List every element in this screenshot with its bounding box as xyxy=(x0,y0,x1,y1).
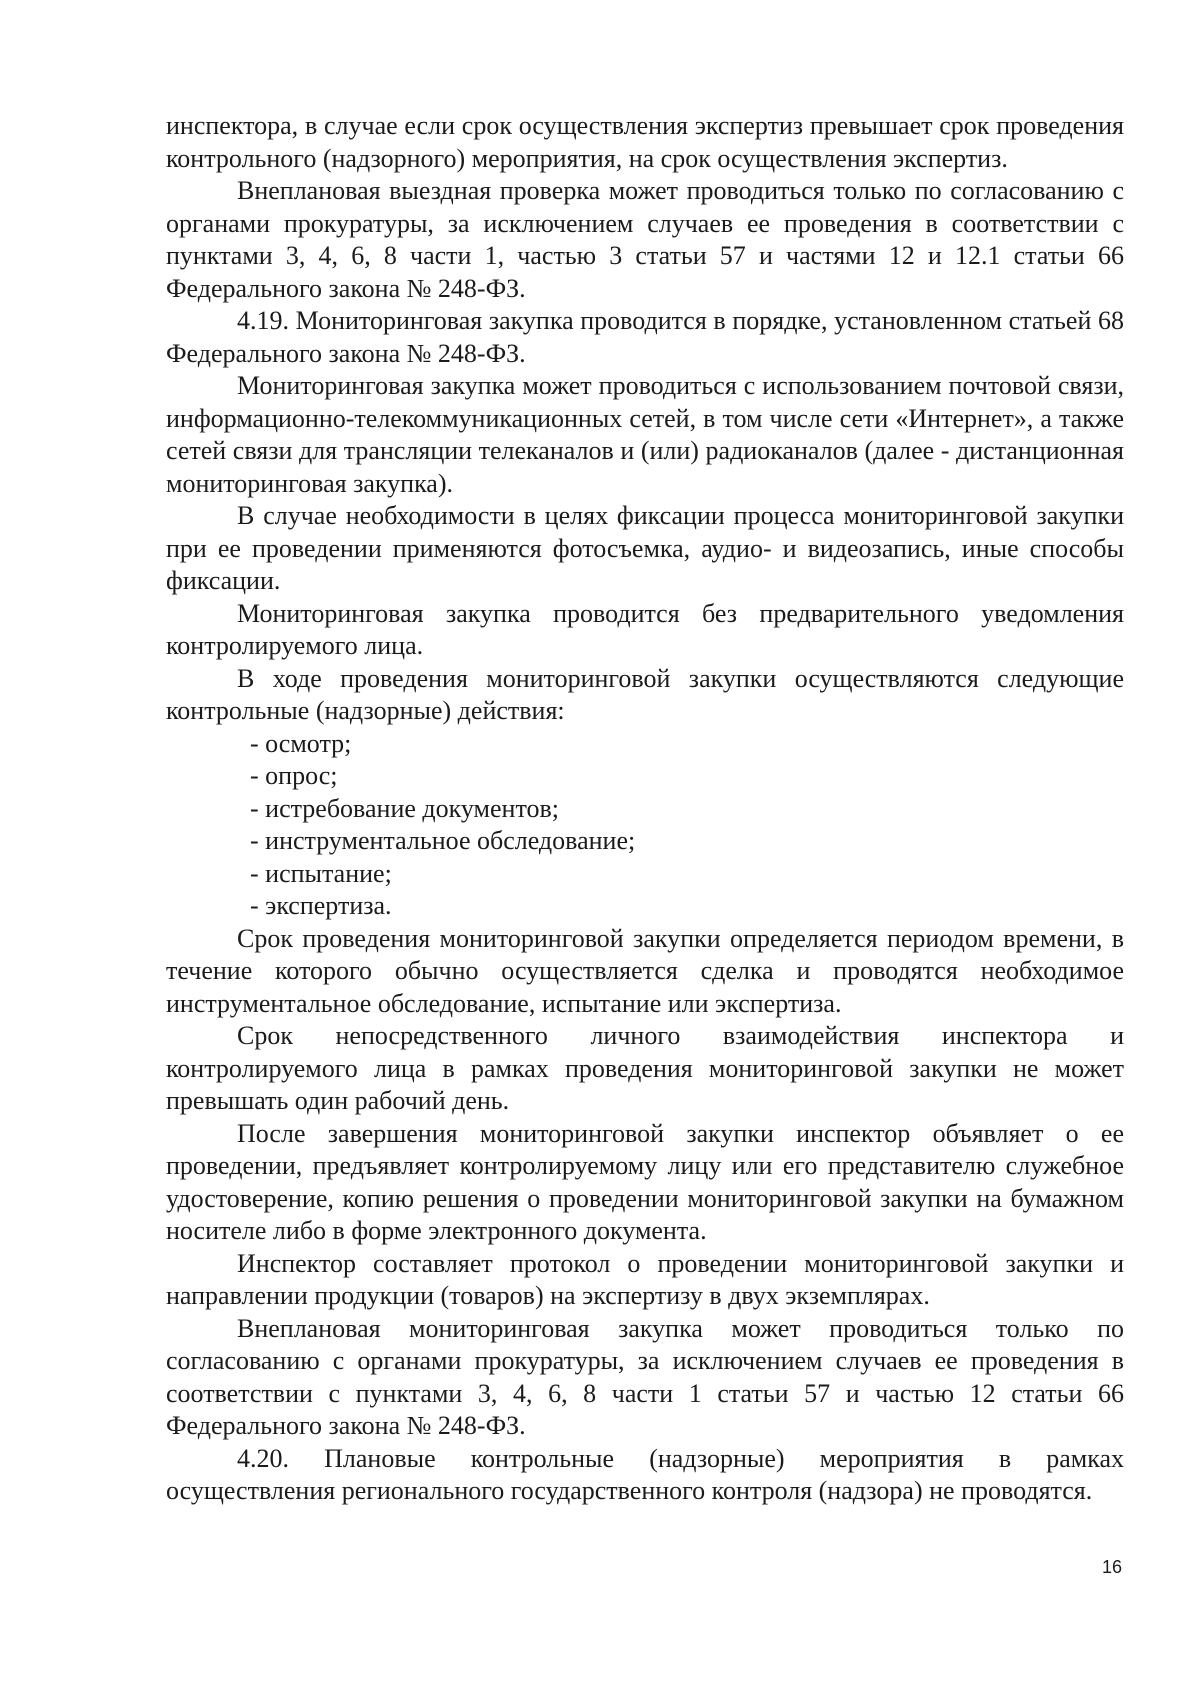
paragraph: Внеплановая мониторинговая закупка может проводиться только по согласованию с органами прокуратуры, за исключением случаев ее проведения в соответствии с пунктами 3, 4, 6, 8 части 1 статьи 57 и частью 12 статьи 66 Федерального закона № 248-ФЗ. xyxy=(166,1313,1124,1440)
paragraph: После завершения мониторинговой закупки инспектор объявляет о ее проведении, предъявляет контролируемому лицу или его представителю служебное удостоверение, копию решения о проведении мониторинговой закупки на бумажном носителе либо в форме электронного документа. xyxy=(166,1118,1124,1245)
document-body xyxy=(166,110,1124,1508)
paragraph: Инспектор составляет протокол о проведении мониторинговой закупки и направлении продукции (товаров) на экспертизу в двух экземплярах. xyxy=(166,1248,1124,1310)
paragraph: Мониторинговая закупка проводится без предварительного уведомления контролируемого лица. xyxy=(166,598,1124,660)
list-item: - опрос; xyxy=(250,761,338,790)
paragraph: Срок непосредственного личного взаимодействия инспектора и контролируемого лица в рамках проведения мониторинговой закупки не может превышать один рабочий день. xyxy=(166,1021,1124,1115)
paragraph-section-4-20: 4.20. Плановые контрольные (надзорные) мероприятия в рамках осуществления регионального государственного контроля (надзора) не проводятся. xyxy=(166,1443,1124,1505)
page-number: 16 xyxy=(1101,1557,1122,1577)
paragraph: инспектора, в случае если срок осуществления экспертиз превышает срок проведения контрольного (надзорного) мероприятия, на срок осуществления экспертиз. xyxy=(166,111,1124,173)
paragraph: Внеплановая выездная проверка может проводиться только по согласованию с органами прокуратуры, за исключением случаев ее проведения в соответствии с пунктами 3, 4, 6, 8 части 1, частью 3 статьи 57 и частями 12 и 12.1 статьи 66 Федерального закона № 248-ФЗ. xyxy=(166,176,1124,303)
paragraph: Срок проведения мониторинговой закупки определяется периодом времени, в течение которого обычно осуществляется сделка и проводятся необходимое инструментальное обследование, испытание или экспертиза. xyxy=(166,923,1124,1018)
paragraph-section-4-19: 4.19. Мониторинговая закупка проводится в порядке, установленном статьей 68 Федерального закона № 248-ФЗ. xyxy=(166,306,1124,368)
paragraph: В случае необходимости в целях фиксации процесса мониторинговой закупки при ее проведении применяются фотосъемка, аудио- и видеозапись, иные способы фиксации. xyxy=(166,501,1124,595)
paragraph: В ходе проведения мониторинговой закупки осуществляются следующие контрольные (надзорные) действия: xyxy=(166,663,1124,725)
list-item: - осмотр; xyxy=(250,728,352,758)
list-item: - экспертиза. xyxy=(250,891,392,920)
list-item: - истребование документов; xyxy=(250,793,559,823)
paragraph: Мониторинговая закупка может проводиться с использованием почтовой связи, информационно-телекоммуникационных сетей, в том числе сети «Интернет», а также сетей связи для трансляции телеканалов и (или) радиоканалов (далее - дистанционная мониторинговая закупка). xyxy=(166,371,1124,498)
list-item: - испытание; xyxy=(250,858,392,888)
list-item: - инструментальное обследование; xyxy=(250,826,636,855)
